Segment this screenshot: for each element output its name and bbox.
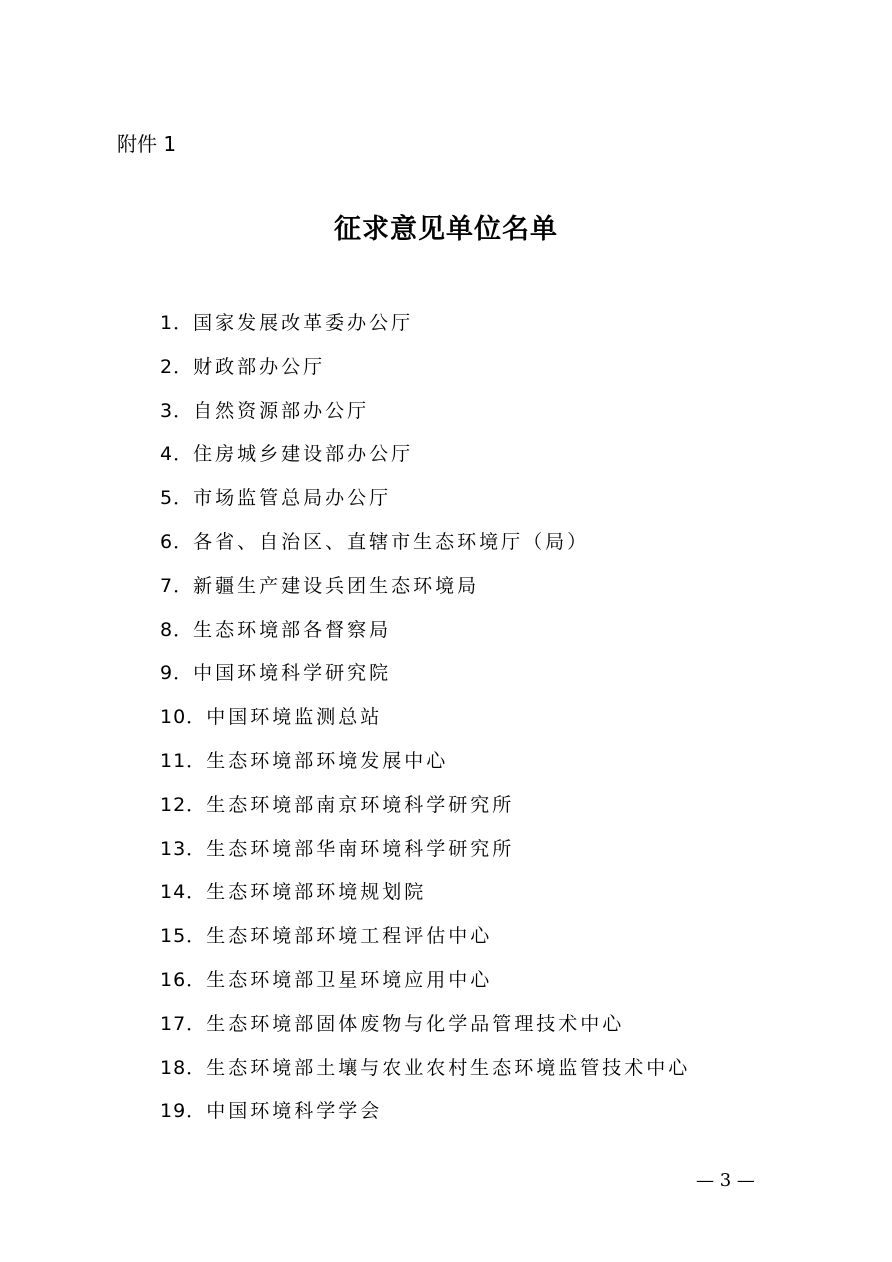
page-number: — 3 — <box>696 1170 755 1191</box>
item-name: 生态环境部环境规划院 <box>206 881 427 904</box>
item-number: 13． <box>160 837 207 860</box>
list-item <box>160 1047 690 1091</box>
list-item <box>160 652 690 696</box>
list-item <box>160 871 690 915</box>
list-item <box>160 521 690 565</box>
list-item <box>160 390 690 434</box>
item-name: 生态环境部土壤与农业农村生态环境监管技术中心 <box>206 1056 691 1079</box>
list-item <box>160 915 690 959</box>
item-number: 11． <box>160 749 207 772</box>
list-item <box>160 302 690 346</box>
attachment-label: 附件 1 <box>117 132 177 156</box>
item-number: 16． <box>160 968 207 991</box>
item-name: 市场监管总局办公厅 <box>193 487 392 510</box>
item-number: 1． <box>160 312 194 334</box>
list-item <box>160 784 690 828</box>
item-name: 中国环境科学学会 <box>206 1100 383 1123</box>
list-item <box>160 1090 690 1134</box>
list-item <box>160 740 690 784</box>
item-name: 生态环境部南京环境科学研究所 <box>206 793 515 816</box>
list-item <box>160 959 690 1003</box>
item-number: 4． <box>160 443 194 466</box>
list-item <box>160 565 690 609</box>
item-number: 2． <box>160 355 194 378</box>
list-item <box>160 477 690 521</box>
item-number: 7． <box>160 574 194 597</box>
item-number: 8． <box>160 618 194 641</box>
item-number: 15． <box>160 925 207 948</box>
list-item <box>160 696 690 740</box>
item-name: 生态环境部华南环境科学研究所 <box>206 837 515 860</box>
list-item <box>160 433 690 477</box>
item-name: 生态环境部环境发展中心 <box>206 749 449 772</box>
item-number: 14． <box>160 881 207 904</box>
list-item <box>160 1003 690 1047</box>
item-name: 中国环境监测总站 <box>206 706 383 729</box>
item-name: 生态环境部固体废物与化学品管理技术中心 <box>206 1012 625 1035</box>
item-name: 自然资源部办公厅 <box>193 399 370 422</box>
item-name: 新疆生产建设兵团生态环境局 <box>193 574 480 597</box>
item-name: 生态环境部卫星环境应用中心 <box>206 968 493 991</box>
item-number: 3． <box>160 399 194 422</box>
item-name: 财政部办公厅 <box>193 355 326 378</box>
organization-list <box>160 302 690 1134</box>
item-number: 10． <box>160 706 207 729</box>
list-item <box>160 609 690 653</box>
item-number: 5． <box>160 487 194 510</box>
item-name: 生态环境部环境工程评估中心 <box>206 925 493 948</box>
item-name: 住房城乡建设部办公厅 <box>193 443 414 466</box>
item-name: 国家发展改革委办公厅 <box>193 312 414 334</box>
item-number: 18． <box>160 1056 207 1079</box>
item-name: 中国环境科学研究院 <box>193 662 392 685</box>
page-title: 征求意见单位名单 <box>334 214 558 245</box>
item-name: 生态环境部各督察局 <box>193 618 392 641</box>
item-name: 各省、自治区、直辖市生态环境厅（局） <box>193 530 590 553</box>
list-item <box>160 828 690 872</box>
item-number: 6． <box>160 530 194 553</box>
item-number: 9． <box>160 662 194 685</box>
list-item <box>160 346 690 390</box>
item-number: 12． <box>160 793 207 816</box>
item-number: 19． <box>160 1100 207 1123</box>
item-number: 17． <box>160 1012 207 1035</box>
